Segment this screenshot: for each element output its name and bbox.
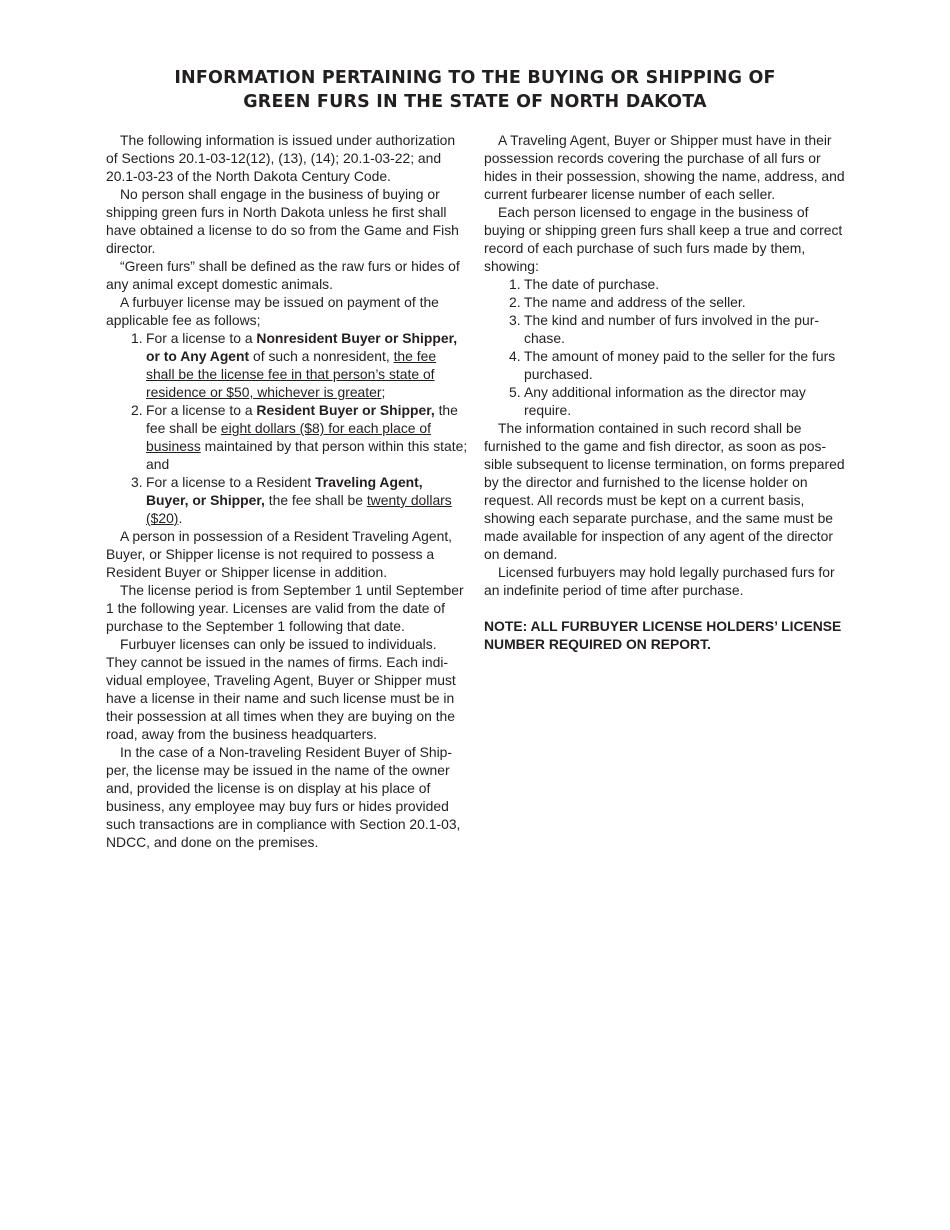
list-item [106,473,468,527]
list-text: the fee shall be [264,492,367,508]
right-column [484,131,846,653]
list-text: For a license to a [146,330,257,346]
list-bold-text: Traveling Agent, Buyer, or Shipper, [146,474,423,508]
list-bold-text: Nonresident Buyer or Shipper, or to Any Agent [146,330,458,364]
list-item [484,275,846,293]
list-number: 4. [509,348,521,364]
list-text: Any additional information as the director may require. [524,384,806,418]
paragraph-furnish-records: The information contained in such record shall be furnished to the game and fish director, as soon as possible subsequent to license termination, on forms prepared by the director and furnished to the license holder on request. All records must be kept on a current basis, showing each separate purchase, and the same must be made available for inspection of any agent of the director on demand. [484,420,845,562]
list-number: 3. [509,312,521,328]
list-item [106,401,468,473]
list-text: . [178,510,183,526]
paragraph-green-furs-definition: “Green furs” shall be defined as the raw furs or hides of any animal except domestic animals. [106,258,460,292]
title-line-2: GREEN FURS IN THE STATE OF NORTH DAKOTA [243,92,707,112]
paragraph-record-keeping: Each person licensed to engage in the business of buying or shipping green furs shall keep a true and correct record of each purchase of such furs made by them, showing: [484,204,843,274]
paragraph-hold-furs: Licensed furbuyers may hold legally purchased furs for an indefinite period of time after purchase. [484,564,835,598]
page-title [100,66,850,114]
list-number: 2. [131,402,143,418]
list-text: For a license to a [146,402,257,418]
paragraph-individual-licenses: Furbuyer licenses can only be issued to individuals. They cannot be issued in the names of firms. Each individual employee, Traveling Agent, Buyer or Shipper must have a license in their name and such license must be in their possession at all times when they are buying on the road, away from the business headquarters. [106,636,456,742]
list-text: The amount of money paid to the seller for the furs purchased. [524,348,836,382]
fee-list [106,329,468,527]
list-underlined-text: twenty dollars ($20) [146,492,452,526]
list-item [484,383,846,419]
list-underlined-text: the fee shall be the license fee in that person’s state of residence or $50, whichever is greater [146,348,437,400]
paragraph-license-period: The license period is from September 1 until September 1 the following year. Licenses are valid from the date of purchase to the September 1 following that date. [106,582,464,634]
list-number: 5. [509,384,521,400]
list-number: 1. [509,276,521,292]
paragraph-non-traveling: In the case of a Non-traveling Resident Buyer of Shipper, the license may be issued in the name of the owner and, provided the license is on display at his place of business, any employee may buy furs or hides provided such transactions are in compliance with Section 20.1-03, NDCC, and done on the premises. [106,744,461,850]
paragraph-records-possession: A Traveling Agent, Buyer or Shipper must have in their possession records covering the purchase of all furs or hides in their possession, showing the name, address, and current furbearer license number of each seller. [484,132,845,202]
list-text: The kind and number of furs involved in the purchase. [524,312,819,346]
title-line-1: INFORMATION PERTAINING TO THE BUYING OR SHIPPING OF [174,68,776,88]
list-text: maintained by that person within this state; and [146,438,468,472]
paragraph-fee-intro: A furbuyer license may be issued on payment of the applicable fee as follows; [106,294,439,328]
list-item [106,329,468,401]
list-item [484,311,846,347]
list-text: The name and address of the seller. [524,294,746,310]
list-text: For a license to a Resident [146,474,316,490]
list-text: The date of purchase. [524,276,660,292]
list-bold-text: Resident Buyer or Shipper, [256,402,435,418]
list-number: 3. [131,474,143,490]
list-text: of such a nonresident, [249,348,394,364]
list-number: 2. [509,294,521,310]
left-column [106,131,468,851]
list-number: 1. [131,330,143,346]
list-underlined-text: eight dollars ($8) for each place of business [146,420,431,454]
list-item [484,293,846,311]
paragraph-authorization: The following information is issued under authorization of Sections 20.1-03-12(12), (13), (14); 20.1-03-22; and 20.1-03-23 of the North Dakota Century Code. [106,132,456,184]
list-text: the fee shall be [146,402,458,436]
list-text: ; [381,384,386,400]
paragraph-license-requirement: No person shall engage in the business of buying or shipping green furs in North Dakota unless he first shall have obtained a license to do so from the Game and Fish director. [106,186,459,256]
paragraph-resident-traveling: A person in possession of a Resident Traveling Agent, Buyer, or Shipper license is not required to possess a Resident Buyer or Shipper license in addition. [106,528,453,580]
list-item [484,347,846,383]
record-list [484,275,846,419]
license-number-note: NOTE: ALL FURBUYER LICENSE HOLDERS’ LICENSE NUMBER REQUIRED ON REPORT. [484,618,842,652]
